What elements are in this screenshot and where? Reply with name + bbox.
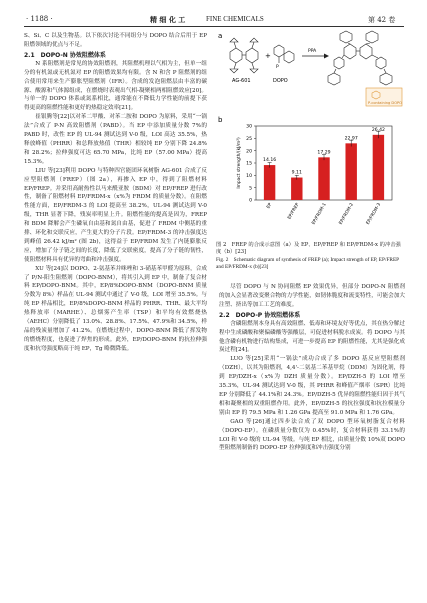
page-number: · 1188 · bbox=[26, 15, 53, 23]
paragraph: 尽管 DOPO 与 N 协同阻燃 EP 效果优异，但部分 DOPO-N 阻燃剂的加入会显著改变聚合物的力学性能，如韧体脆度和流变特性，可能会加大注塑、挤出等加工工艺的难度。 bbox=[219, 284, 405, 308]
x-tick-label: EP bbox=[266, 202, 274, 210]
bar-ep bbox=[264, 165, 275, 200]
x-tick-label: EP/FRDM-2 bbox=[338, 202, 355, 226]
section-heading: 2.2 DOPO-P 协效阻燃体系 bbox=[219, 311, 301, 319]
paragraph: N 系阻燃剂是常见的协效阻燃剂，其阻燃机理以气相为主，但单一组分的有机氮或无机氮对 EP 的阻燃效果均有限。含 N 和含 P 阻燃剂的组合使用常用来生产膨胀型阻燃剂（IFR）。含成的发泡阻燃层由丰富的碳源、酸源和气体源组成，在燃烧时表观出气相-凝聚相两相阻燃效应[20]。与单一的 DOPO 体系或氮系相比，通常能在不降低力学性能的前提下获得更高的阻燃性能和更好的热稳定效率[21]。 bbox=[24, 60, 207, 112]
y-tick-label: 15 bbox=[246, 161, 252, 167]
y-tick-label: 0 bbox=[249, 198, 252, 204]
figure-caption-cn: 图 2 FREP 的合成示意图（a）及 EP、EP/FREP 和 EP/FRDM-x 的冲击强度（b）[23] bbox=[216, 242, 401, 256]
bar-ep-frdm-1 bbox=[318, 157, 329, 200]
catalyst-ppa: PPA bbox=[308, 49, 317, 54]
ag601-structure bbox=[230, 38, 258, 73]
paragraph: 崔银腾等[22]以对苯二甲酸、对苯二胺和 DOPO 为原料，采用“一锅法”合成了 P-N 高效阻燃剂（PABD）。当 EP 中添加质量分数 7%的 PABD 时，改性 EP 的 UL-94 测试达到 V-0 级，LOI 高达 35.5%，热释放峰值（PHRR）和总释放热值（THR）相较纯 EP 分别下降 24.8%和 28.2%；拉伸强度可达 65.70 MPa，比纯 EP（57.00 MPa）提高 15.3%。 bbox=[24, 114, 207, 165]
panel-label-b: b bbox=[218, 116, 223, 124]
panel-label-a: a bbox=[218, 32, 223, 40]
left-column bbox=[24, 32, 207, 354]
legend-dopo-label: P-containing DOPO bbox=[368, 101, 403, 105]
journal-title-en: FINE CHEMICALS bbox=[206, 15, 264, 23]
x-tick-label: EP/FRDM-3 bbox=[365, 202, 383, 226]
bar-ep-frep bbox=[291, 178, 302, 200]
x-tick-label: EP/FREP bbox=[287, 202, 301, 221]
bar-ep-frdm-2 bbox=[345, 143, 356, 200]
figure-caption-en: Fig. 2 Schematic diagram of synthesis of FREP (a); Impact strength of EP, EP/FREP and EP/FRDM-x (b)[23] bbox=[216, 257, 399, 271]
journal-title-cn: 精 细 化 工 bbox=[150, 15, 186, 24]
p-atom: P bbox=[276, 65, 279, 70]
arrow-head bbox=[324, 54, 329, 59]
paragraph: S、Si、C 以及生物基。以下依次讨论不同组分与 DOPO 结合后用于 EP 阻燃领域的优点与不足。 bbox=[24, 33, 207, 48]
reagent-dopo: DOPO bbox=[273, 78, 288, 84]
y-tick-label: 30 bbox=[246, 124, 252, 130]
data-label: 22.97 bbox=[344, 136, 358, 142]
section-heading: 2.1 DOPO-N 协效阻燃体系 bbox=[24, 51, 106, 59]
y-tick-label: 25 bbox=[246, 137, 252, 143]
data-label: 14.16 bbox=[263, 158, 277, 164]
paragraph: XU 等[24]以 DOPO、2-氨基苯并咪唑和 3-硝基苯甲醛为原料，合成了 P/N-阳生阻燃剂（DOPO-BNM），将其引入到 EP 中，制备了复合材料 EP/DOPO-BNM。其中，EP/8%DOPO-BNM（DOPO-BNM 质量分数为 8%）样品在 UL-94 测试中通过了 V-0 级，LOI 增至 35.5%。与纯 EP 样品相比，EP/8%DOPO-BNM 样品的 PHRR、THR、最大平均热释放率（MARHE）、总烟雾产生率（TSP）和平均有效燃烧热（AEHC）分别降低了 13.0%、28.8%、17.5%、47.9%和 34.5%，样品的残炭量增加了 41.2%。在燃烧过程中，DOPO-BNM 降低了挥发物的燃烧程度，也促进了焊焦的形成。此外，EP/DOPO-BNM 的抗拉伸强度和抗弯强度略高于纯 EP，Tg 略微降低。 bbox=[24, 265, 207, 352]
bar-ep-frdm-3 bbox=[373, 135, 384, 200]
y-tick-label: 10 bbox=[246, 174, 252, 180]
reagent-ag601: AG-601 bbox=[232, 78, 251, 84]
y-tick-label: 5 bbox=[249, 186, 252, 192]
data-label: 9.11 bbox=[291, 170, 302, 176]
scheme-panel bbox=[216, 30, 406, 112]
paragraph: 含磷阻燃剂本身具有高效阻燃、低毒和环境友好等优点，其在热分解过程中生成磷酸和聚偏磷酸等强酸层，可促进材料脱水成炭。将 DOPO 与其他含磷有机物进行结构集成，可进一步提高 EP 的阻燃性能，尤其是强化成炭过程[24]。 bbox=[219, 320, 405, 354]
impact-strength-chart bbox=[216, 114, 406, 239]
dopo-structure bbox=[274, 45, 294, 63]
y-axis-label: Impact strength/(kJ/m²) bbox=[237, 137, 242, 189]
right-column bbox=[219, 283, 405, 453]
data-label: 17.29 bbox=[317, 150, 331, 156]
paragraph: LUO 等[25]采用“一锅法”成功合成了多 DOPO 基反应型阻燃剂（DZH），以其为阻燃剂，4,4'-二氨基二苯基甲烷（DDM）为固化剂，得到 EP/DZH-x（x%为 DZH 质量分数）。EP/DZH-5 的 LOI 增至 35.3%，UL-94 测试达到 V-0 级，其 PHRR 和峰值产烟率（SPR）比纯 EP 分别降低了 44.1%和 24.3%。EP/DZH-5 优异的阻燃性能归因于其气相和凝聚相的双重阻燃作用。此外，EP/DZH-5 的抗拉强度和抗拉模量分别由 EP 的 79.5 MPa 和 1.26 GPa 提高至 91.0 MPa 和 1.76 GPa。 bbox=[219, 356, 405, 416]
paragraph: LIU 等[23]利用 DOPO 与特种四官能团环氧树脂 AG-601 合成了反应型阻燃剂（FREP）（图 2a），再掺入 EP 中，得到了阻燃材料 EP/FREP。并采用高耐热性以马来酰亚胺（BDM）对 EP/FREP 进行改性，制备了阻燃材料 EP/FRDM-x（x%为 FRDM 的质量分数）。在阻燃性能方面，EP/FRDM-3 的 LOI 提高至 38.2%，UL-94 测试达到 V-0 级，THR 显著下降，残炭率明显上升。阻燃性能的提高是因为，FREP 和 BDM 降解会产生磷氧自由基和氮自由基，促进了 FRDM 中侧基的重排、环化和交联反应，产生更大的分子片段。EP/FRDM-3 的冲击强度达到峰值 26.42 kJ/m² (图 2b)，这得益于 EP/FRDM 发生了内链膨胀反应，增加了分子链之间的长度，降低了交联密度，提高了分子链的韧性，使阻燃材料具有优异的弯曲和冲击强度。 bbox=[24, 167, 207, 263]
figure-2 bbox=[216, 30, 406, 278]
plus-sign: + bbox=[265, 52, 271, 60]
frep-structure bbox=[328, 31, 392, 85]
header-rule bbox=[24, 26, 404, 27]
data-label: 26.42 bbox=[371, 127, 385, 133]
x-tick-label: EP/FRDM-1 bbox=[311, 202, 328, 226]
y-tick-label: 20 bbox=[246, 149, 252, 155]
volume: 第 42 卷 bbox=[368, 16, 396, 24]
paragraph: GAO 等[26]通过四步法合成了双 DOPO 型环氧树脂复合材料（DOPO-EP）。在磷质量分数仅为 0.45%时，复合材料获得 33.1%的 LOI 和 V-0 级的 UL-94 等级。与纯 EP 相比，由质量分数 10%双 DOPO 型阻燃剂制备的 DOPO-EP 拉伸强度和冲击强度分别 bbox=[219, 418, 405, 452]
